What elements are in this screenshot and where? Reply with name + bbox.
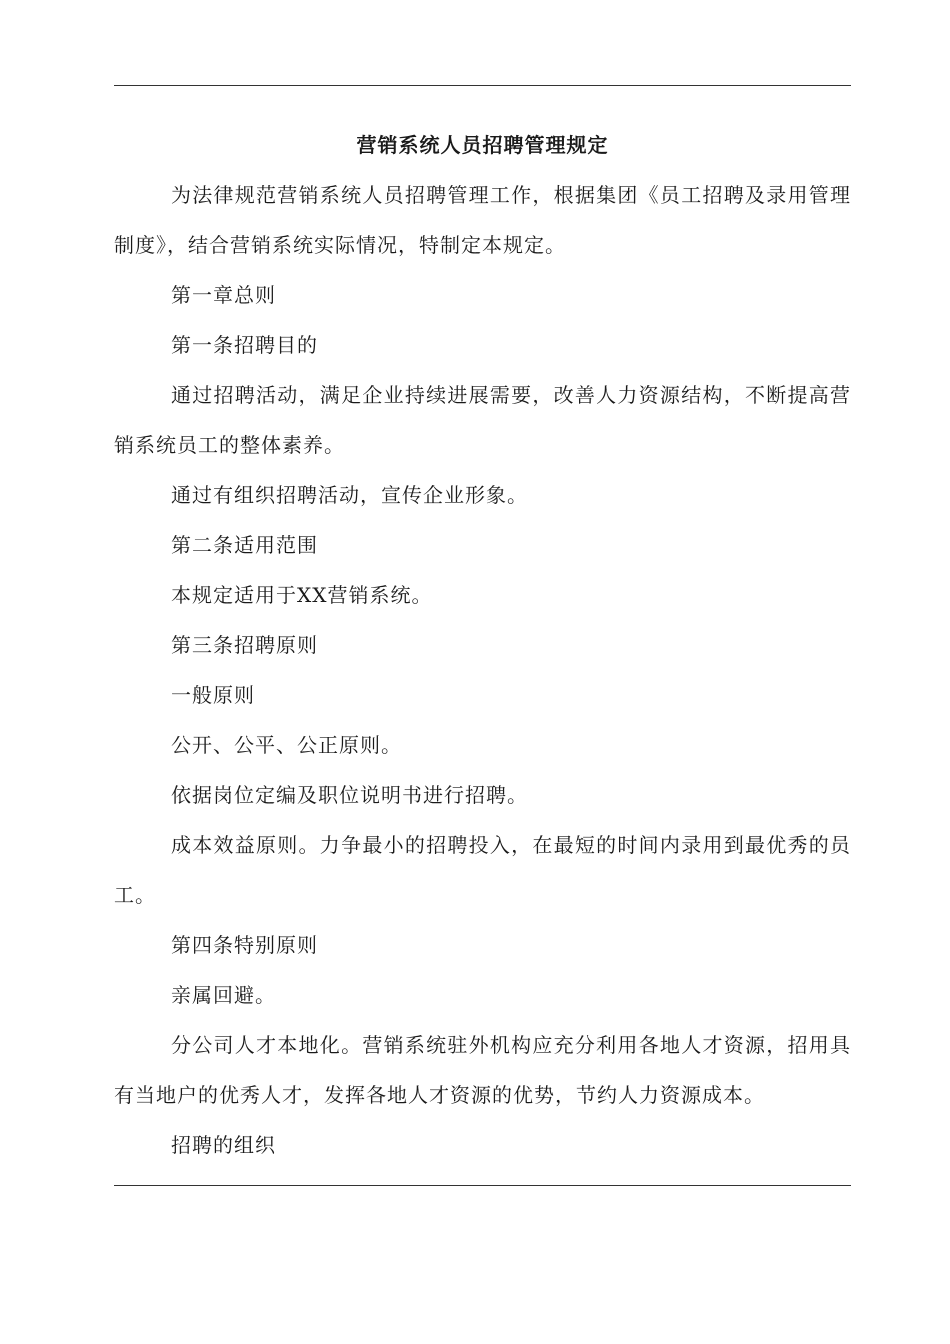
chapter-heading: 第一章总则 <box>171 283 276 307</box>
document-title: 营销系统人员招聘管理规定 <box>356 133 609 157</box>
paragraph-intro: 为法律规范营销系统人员招聘管理工作，根据集团《员工招聘及录用管理制度》，结合营销系统实际情况，特制定本规定。 <box>114 183 851 257</box>
article-heading: 第一条招聘目的 <box>171 333 318 357</box>
paragraph: 成本效益原则。力争最小的招聘投入，在最短的时间内录用到最优秀的员工。 <box>114 833 851 907</box>
article-heading: 第二条适用范围 <box>171 533 318 557</box>
paragraph: 通过有组织招聘活动，宣传企业形象。 <box>171 483 528 507</box>
section-heading: 一般原则 <box>171 683 255 707</box>
paragraph: 公开、公平、公正原则。 <box>171 733 402 757</box>
article-heading: 第三条招聘原则 <box>171 633 318 657</box>
article-heading: 第四条特别原则 <box>171 933 318 957</box>
paragraph: 分公司人才本地化。营销系统驻外机构应充分利用各地人才资源，招用具有当地户的优秀人才，发挥各地人才资源的优势，节约人力资源成本。 <box>114 1033 851 1107</box>
paragraph: 通过招聘活动，满足企业持续进展需要，改善人力资源结构，不断提高营销系统员工的整体素养。 <box>114 383 851 457</box>
section-heading: 招聘的组织 <box>171 1133 276 1157</box>
header-rule <box>114 85 851 86</box>
document-body <box>114 120 851 1170</box>
paragraph: 本规定适用于XX营销系统。 <box>171 583 433 607</box>
footer-rule <box>114 1185 851 1186</box>
paragraph: 依据岗位定编及职位说明书进行招聘。 <box>171 783 528 807</box>
paragraph: 亲属回避。 <box>171 983 276 1007</box>
